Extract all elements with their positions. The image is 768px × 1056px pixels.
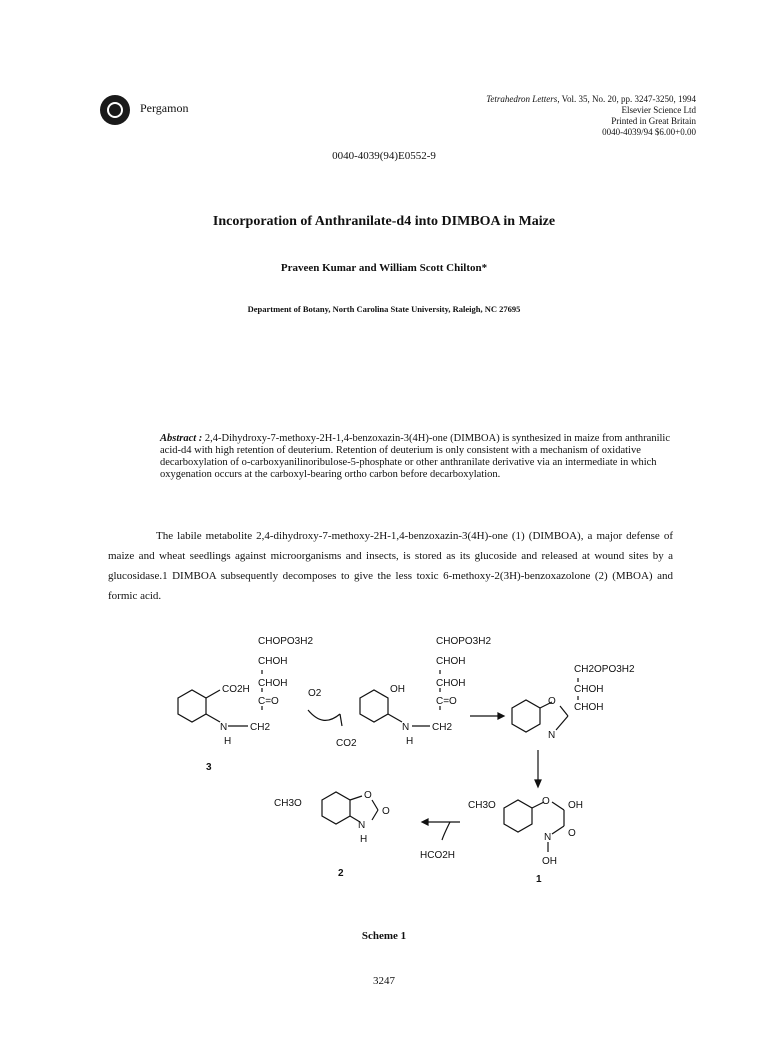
- chain-c-label-1: CH2OPO3H2: [574, 664, 635, 675]
- chain-label-3: CHOH: [258, 678, 288, 689]
- h-b-label: H: [406, 736, 414, 747]
- affiliation: Department of Botany, North Carolina State University, Raleigh, NC 27695: [247, 304, 521, 314]
- abstract-text: 2,4-Dihydroxy-7-methoxy-2H-1,4-benzoxazin-3(4H)-one (DIMBOA) is synthesized in maize from anthranilic acid-d4 with high retention of deuterium. Retention of deuterium is only consistent with a mechanism of oxidative decarboxylation of o-carboxyanilinoribulose-5-phosphate or other anthranilate derivative via an intermediate in which oxygenation occurs at the carboxyl-bearing ortho carbon before decarboxylation.: [160, 433, 670, 480]
- chain-label-1: CHOPO3H2: [258, 636, 314, 647]
- co2-byproduct: CO2: [336, 738, 357, 749]
- oxygen-reagent: O2: [308, 688, 322, 699]
- journal-name: Tetrahedron Letters: [486, 94, 558, 104]
- body-paragraph: The labile metabolite 2,4-dihydroxy-7-methoxy-2H-1,4-benzoxazin-3(4H)-one (1) (DIMBOA), a major defense of maize and wheat seedlings against microorganisms and insects, is stored as its glucoside and released at wound sites by a glucosidase.1 DIMBOA subsequently decomposes to give the less toxic 6-methoxy-2(3H)-benzoxazolone (2) (MBOA) and formic acid.: [108, 530, 673, 602]
- dimboa-nitrogen: N: [544, 832, 552, 843]
- benzene-ring-3: [178, 690, 206, 722]
- journal-line-3: Printed in Great Britain: [611, 116, 696, 126]
- chain-label-2: CHOH: [258, 656, 288, 667]
- publisher-name: Pergamon: [140, 101, 189, 115]
- paper-title: Incorporation of Anthranilate-d4 into DIMBOA in Maize: [212, 214, 556, 229]
- abstract-label: Abstract :: [160, 433, 203, 444]
- chain-label-4: C=O: [258, 696, 279, 707]
- chain-b-label-4: C=O: [436, 696, 457, 707]
- dimboa-ring-oxygen: O: [542, 796, 550, 807]
- nh-label: N: [220, 722, 228, 733]
- chain-b-label-1: CHOPO3H2: [436, 636, 492, 647]
- mboa-carbonyl-o: O: [382, 806, 390, 817]
- nh-b-label: N: [402, 722, 410, 733]
- ring-nitrogen-label: N: [548, 730, 556, 741]
- benzoxazine-ring: [512, 700, 540, 732]
- reaction-scheme: [150, 630, 635, 885]
- chain-c-label-2: CHOH: [574, 684, 604, 695]
- pergamon-logo: [100, 95, 130, 125]
- journal-info: [486, 94, 696, 138]
- dimboa-oh-label: OH: [568, 800, 583, 811]
- benzene-ring-intermediate: [360, 690, 388, 722]
- h-label: H: [224, 736, 232, 747]
- methoxy-label-2: CH3O: [274, 798, 302, 809]
- journal-line-4: 0040-4039/94 $6.00+0.00: [602, 127, 696, 137]
- compound-label-2: 2: [338, 868, 344, 879]
- hydroxyl-label: OH: [390, 684, 405, 695]
- mboa-ring: [322, 792, 350, 824]
- chain-c-label-3: CHOH: [574, 702, 604, 713]
- mboa-ring-oxygen: O: [364, 790, 372, 801]
- abstract: [160, 433, 680, 481]
- compound-label-1: 1: [536, 874, 542, 885]
- formic-acid-label: HCO2H: [420, 850, 456, 861]
- chain-b-label-5: CH2: [432, 722, 453, 733]
- methoxy-label-1: CH3O: [468, 800, 496, 811]
- journal-line-2: Elsevier Science Ltd: [621, 105, 696, 115]
- body-text: [108, 526, 673, 606]
- dimboa-ring: [504, 800, 532, 832]
- compound-label-3: 3: [206, 762, 212, 773]
- chain-label-5: CH2: [250, 722, 271, 733]
- mboa-nitrogen: N: [358, 820, 366, 831]
- doi: 0040-4039(94)E0552-9: [332, 150, 436, 162]
- journal-citation: , Vol. 35, No. 20, pp. 3247-3250, 1994: [557, 94, 696, 104]
- dimboa-n-oh: OH: [542, 856, 557, 867]
- chain-b-label-3: CHOH: [436, 678, 466, 689]
- page-number: 3247: [373, 975, 395, 987]
- scheme-caption: Scheme 1: [361, 930, 407, 942]
- chain-b-label-2: CHOH: [436, 656, 466, 667]
- ring-oxygen-label: O: [548, 696, 556, 707]
- dimboa-carbonyl-o: O: [568, 828, 576, 839]
- reaction-arrow-1: [308, 710, 340, 720]
- carboxyl-label: CO2H: [222, 684, 250, 695]
- authors: Praveen Kumar and William Scott Chilton*: [280, 262, 488, 274]
- mboa-h: H: [360, 834, 368, 845]
